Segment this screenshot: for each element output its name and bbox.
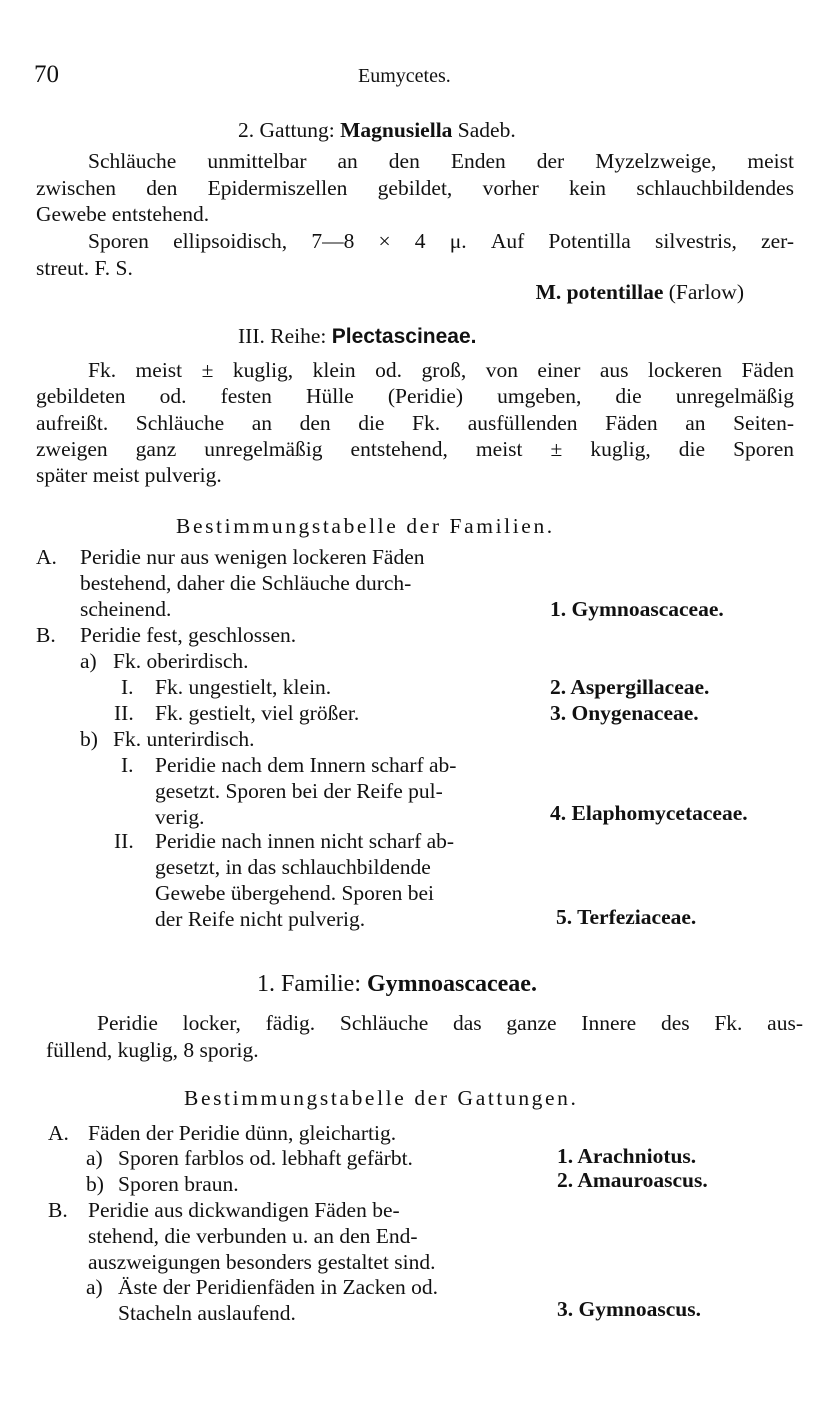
running-title: Eumycetes. — [358, 65, 451, 87]
genus-spore-line: streut. F. S. — [36, 256, 133, 280]
key-result: 2. Aspergillaceae. — [550, 675, 710, 699]
key-text-line: Fäden der Peridie dünn, gleichartig. — [88, 1121, 397, 1145]
key-text-line: Gewebe übergehend. Sporen bei — [155, 881, 435, 905]
family-desc-line: Peridie locker, fädig. Schläuche das ganze Innere des Fk. aus- — [97, 1011, 803, 1035]
key-label: II. — [114, 701, 134, 725]
reihe-heading — [238, 326, 477, 348]
family-prefix: 1. Familie: — [257, 971, 361, 997]
key-text-line: Peridie nach dem Innern scharf ab- — [155, 753, 457, 777]
key-result: 5. Terfeziaceae. — [556, 905, 697, 929]
reihe-name: Plectascineae. — [331, 325, 477, 348]
key-label: A. — [48, 1121, 69, 1145]
family-name: Gymnoascaceae. — [367, 971, 537, 997]
key-text-line: bestehend, daher die Schläuche durch- — [80, 571, 412, 595]
key-label: a) — [80, 649, 97, 673]
species-author: (Farlow) — [668, 280, 744, 304]
key-result: 3. Gymnoascus. — [557, 1297, 701, 1321]
key-text-line: Fk. oberirdisch. — [113, 649, 249, 673]
key-text-line: auszweigungen besonders gestaltet sind. — [88, 1250, 436, 1274]
key-text-line: Peridie nach innen nicht scharf ab- — [155, 829, 455, 853]
species-name: M. potentillae — [535, 280, 664, 304]
genus-spore-line: Sporen ellipsoidisch, 7—8 × 4 μ. Auf Potentilla silvestris, zer- — [88, 229, 794, 253]
familien-key-title: Bestimmungstabelle der Familien. — [176, 514, 555, 538]
key-text-line: stehend, die verbunden u. an den End- — [88, 1224, 418, 1248]
page-number: 70 — [34, 61, 59, 88]
key-label: I. — [121, 753, 134, 777]
key-label: B. — [48, 1198, 68, 1222]
genus-desc-line: Gewebe entstehend. — [36, 202, 210, 226]
key-label: b) — [80, 727, 98, 751]
reihe-prefix: III. Reihe: — [238, 324, 327, 348]
key-label: a) — [86, 1275, 103, 1299]
key-text-line: der Reife nicht pulverig. — [155, 907, 366, 931]
key-result: 4. Elaphomycetaceae. — [550, 801, 748, 825]
genus-desc-line: Schläuche unmittelbar an den Enden der Myzelzweige, meist — [88, 149, 794, 173]
key-text-line: Äste der Peridienfäden in Zacken od. — [118, 1275, 438, 1299]
key-result: 1. Gymnoascaceae. — [550, 597, 724, 621]
key-text-line: Fk. unterirdisch. — [113, 727, 255, 751]
family-desc-line: füllend, kuglig, 8 sporig. — [46, 1038, 259, 1062]
key-result: 3. Onygenaceae. — [550, 701, 699, 725]
family-heading — [257, 972, 537, 996]
key-result: 2. Amauroascus. — [557, 1168, 708, 1192]
key-label: B. — [36, 623, 56, 647]
key-text-line: Fk. gestielt, viel größer. — [155, 701, 360, 725]
key-text-line: gesetzt, in das schlauchbildende — [155, 855, 431, 879]
key-text-line: Peridie nur aus wenigen lockeren Fäden — [80, 545, 425, 569]
reihe-line: später meist pulverig. — [36, 463, 222, 487]
key-text-line: Fk. ungestielt, klein. — [155, 675, 332, 699]
genus-heading-name: Magnusiella — [340, 118, 453, 142]
key-text-line: Peridie fest, geschlossen. — [80, 623, 297, 647]
gattungen-key-title: Bestimmungstabelle der Gattungen. — [184, 1086, 579, 1110]
key-text-line: Stacheln auslaufend. — [118, 1301, 296, 1325]
reihe-line: Fk. meist ± kuglig, klein od. groß, von einer aus lockeren Fäden — [88, 358, 794, 382]
key-text-line: scheinend. — [80, 597, 172, 621]
key-result: 1. Arachniotus. — [557, 1144, 697, 1168]
reihe-line: gebildeten od. festen Hülle (Peridie) umgeben, die unregelmäßig — [36, 384, 794, 408]
genus-heading — [238, 120, 516, 142]
genus-heading-author: Sadeb. — [457, 118, 516, 142]
key-text-line: Sporen farblos od. lebhaft gefärbt. — [118, 1146, 413, 1170]
key-label: a) — [86, 1146, 103, 1170]
key-label: b) — [86, 1172, 104, 1196]
key-label: II. — [114, 829, 134, 853]
key-label: A. — [36, 545, 57, 569]
key-text-line: Peridie aus dickwandigen Fäden be- — [88, 1198, 400, 1222]
genus-heading-prefix: 2. Gattung: — [238, 118, 335, 142]
species-name-line — [536, 282, 744, 304]
key-text-line: gesetzt. Sporen bei der Reife pul- — [155, 779, 443, 803]
genus-desc-line: zwischen den Epidermiszellen gebildet, vorher kein schlauchbildendes — [36, 176, 794, 200]
key-text-line: Sporen braun. — [118, 1172, 239, 1196]
key-label: I. — [121, 675, 134, 699]
key-text-line: verig. — [155, 805, 205, 829]
reihe-line: zweigen ganz unregelmäßig entstehend, meist ± kuglig, die Sporen — [36, 437, 794, 461]
reihe-line: aufreißt. Schläuche an den die Fk. ausfüllenden Fäden an Seiten- — [36, 411, 794, 435]
